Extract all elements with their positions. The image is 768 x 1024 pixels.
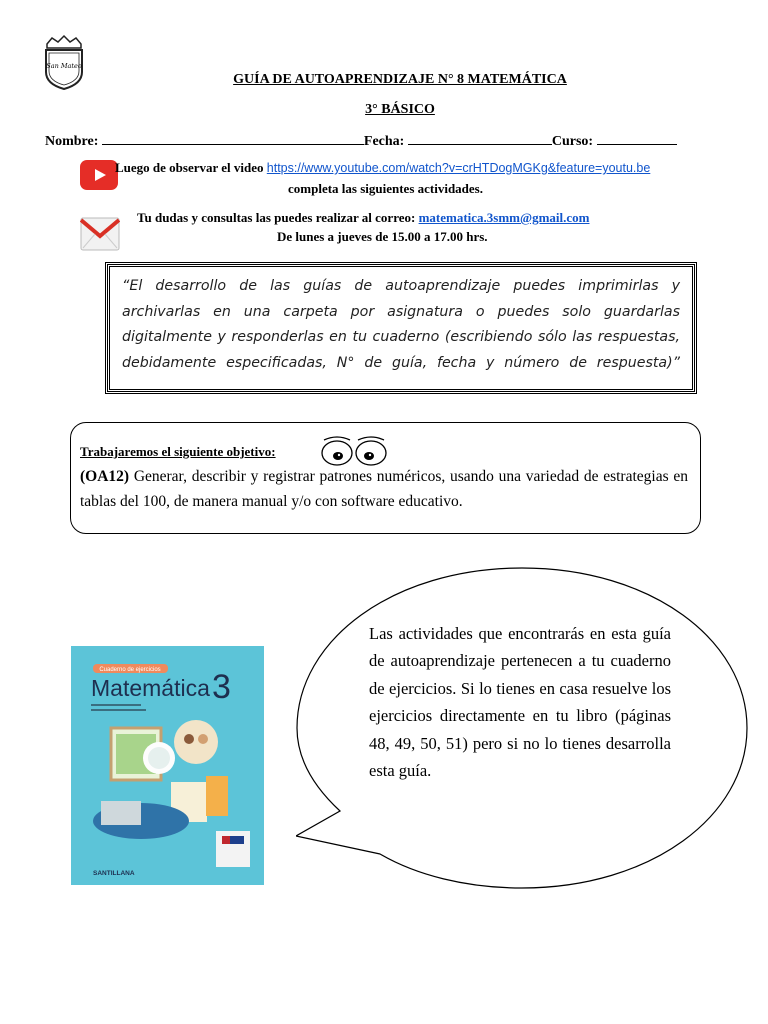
- course-field[interactable]: [597, 131, 677, 145]
- grade-subtitle: 3° BÁSICO: [365, 102, 435, 117]
- contact-prefix: Tu dudas y consultas las puedes realizar al correo:: [137, 210, 419, 225]
- contact-schedule: De lunes a jueves de 15.00 a 17.00 hrs.: [277, 229, 488, 244]
- instructions-text: “El desarrollo de las guías de autoaprendizaje puedes imprimirlas y archivarlas en una carpeta por asignatura o puedes solo guardarlas digitalmente y responderlas en tu cuaderno (escribiendo sólo las respuestas, debidamente especificadas, N° de guía, fecha y número de respuesta)”: [122, 278, 680, 371]
- youtube-icon: [80, 160, 118, 190]
- name-label: Nombre:: [45, 134, 99, 149]
- email-link[interactable]: matematica.3smm@gmail.com: [418, 210, 590, 225]
- book-grade: 3: [212, 668, 231, 706]
- objective-label: Trabajaremos el siguiente objetivo:: [80, 444, 276, 459]
- date-field[interactable]: [408, 131, 552, 145]
- workbook-cover-image: [71, 646, 264, 885]
- video-instruction-suffix: completa las siguientes actividades.: [288, 181, 483, 196]
- svg-text:San Mateo: San Mateo: [46, 62, 82, 70]
- instructions-box: [107, 264, 695, 392]
- objective-code: (OA12): [80, 468, 130, 485]
- student-info-row: [45, 131, 677, 150]
- contact-line: [137, 210, 590, 226]
- objective-description: Generar, describir y registrar patrones numéricos, usando una variedad de estrategias en tablas del 100, de manera manual y/o con software educativo.: [80, 468, 688, 510]
- book-title: Matemática: [91, 675, 210, 701]
- objective-text: [80, 464, 688, 514]
- video-prefix: Luego de observar el video: [115, 160, 267, 175]
- book-publisher: SANTILLANA: [93, 870, 135, 877]
- date-label: Fecha:: [363, 134, 405, 149]
- document-title: GUÍA DE AUTOAPRENDIZAJE N° 8 MATEMÁTICA: [233, 72, 567, 87]
- course-label: Curso:: [551, 134, 594, 149]
- video-instruction: [115, 160, 650, 176]
- eyes-icon: [318, 434, 390, 468]
- book-tag: Cuaderno de ejercicios: [99, 667, 161, 673]
- gmail-icon: [80, 210, 120, 252]
- name-field[interactable]: [102, 131, 364, 145]
- bubble-text: Las actividades que encontrarás en esta guía de autoaprendizaje pertenecen a tu cuaderno de ejercicios. Si lo tienes en casa resuelve los ejercicios directamente en tu libro (páginas 48, 49, 50, 51) pero si no lo tienes desarrolla esta guía.: [369, 624, 671, 781]
- video-link[interactable]: https://www.youtube.com/watch?v=crHTDogMGKg&feature=youtu.be: [266, 161, 651, 175]
